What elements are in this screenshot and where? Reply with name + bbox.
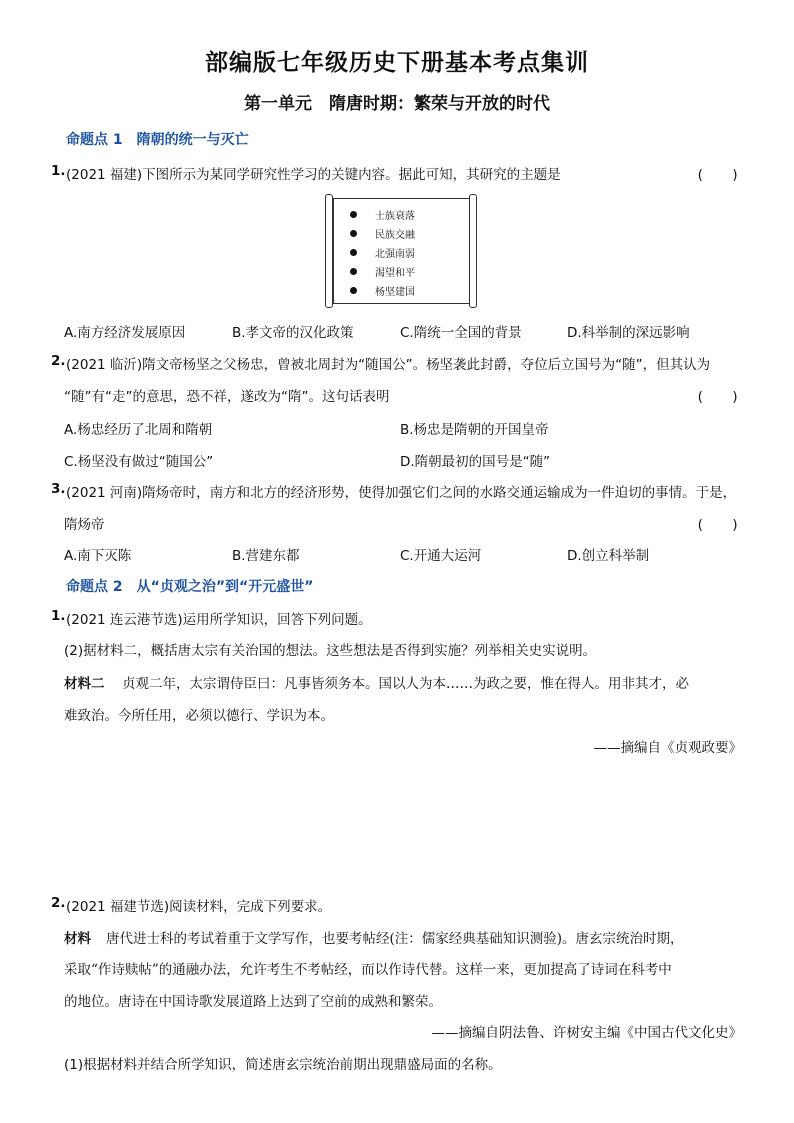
figure-item: 民族交融 [350,226,415,241]
question-number: 1. [51,608,66,624]
option-d[interactable]: D.创立科举制 [567,548,650,564]
figure-item: 士族衰落 [350,207,415,222]
material-text: 贞观二年，太宗谓侍臣曰：凡事皆须务本。国以人为本……为政之要，惟在得人。用非其才，必 [122,676,689,692]
question-stem: (2021 连云港节选)运用所学知识，回答下列问题。 [66,612,372,628]
scroll-right-roll [469,194,477,308]
question-number: 3. [51,481,66,497]
section-heading-2: 命题点 2 从“贞观之治”到“开元盛世” [66,579,314,595]
figure-item: 杨坚建国 [350,283,415,298]
page-title: 部编版七年级历史下册基本考点集训 [205,50,589,76]
question-number: 2. [51,353,66,369]
sub-question: (2)据材料二，概括唐太宗有关治国的想法。这些想法是否得到实施？列举相关史实说明。 [64,643,597,659]
question-stem: (2021 河南)隋炀帝时，南方和北方的经济形势，使得加强它们之间的水路交通运输成为一件迫切的事情。于是， [66,485,737,501]
material-text: 的地位。唐诗在中国诗歌发展道路上达到了空前的成熟和繁荣。 [64,994,442,1010]
section-heading-1: 命题点 1 隋朝的统一与灭亡 [66,132,249,148]
material-text: 唐代进士科的考试着重于文学写作，也要考帖经(注：儒家经典基础知识测验)。唐玄宗统治时期， [106,931,684,947]
option-c[interactable]: C.杨坚没有做过“随国公” [64,454,214,470]
question-stem-cont: 隋炀帝 [64,517,105,533]
option-b[interactable]: B.营建东都 [232,548,300,564]
sub-question: (1)根据材料并结合所学知识，简述唐玄宗统治前期出现鼎盛局面的名称。 [64,1057,502,1073]
bullet-icon [350,249,357,256]
material-text: 难致治。今所任用，必须以德行、学识为本。 [64,708,334,724]
option-d[interactable]: D.隋朝最初的国号是“随” [400,454,551,470]
option-b[interactable]: B.杨忠是隋朝的开国皇帝 [400,422,549,438]
bullet-icon [350,268,357,275]
question-stem: (2021 福建节选)阅读材料，完成下列要求。 [66,899,332,915]
material-label: 材料 [64,931,91,947]
option-a[interactable]: A.杨忠经历了北周和隋朝 [64,422,213,438]
answer-paren: ( ) [696,517,740,533]
option-a[interactable]: A.南方经济发展原因 [64,325,186,341]
material-label: 材料二 [64,676,105,692]
option-b[interactable]: B.孝文帝的汉化政策 [232,325,354,341]
answer-paren: ( ) [696,389,740,405]
unit-subtitle: 第一单元 隋唐时期：繁荣与开放的时代 [244,94,550,114]
figure-item: 渴望和平 [350,264,415,279]
material-text: 采取“作诗赎帖”的通融办法，允许考生不考帖经，而以作诗代替。这样一来，更加提高了诗词在科考中 [64,962,672,978]
material-source: ——摘编自《贞观政要》 [593,740,742,756]
question-number: 2. [51,895,66,911]
answer-paren: ( ) [696,167,740,183]
scroll-figure [333,198,471,304]
material-source: ——摘编自阴法鲁、许树安主编《中国古代文化史》 [431,1025,742,1041]
option-a[interactable]: A.南下灭陈 [64,548,132,564]
scroll-left-roll [325,194,333,308]
option-c[interactable]: C.开通大运河 [400,548,482,564]
option-d[interactable]: D.科举制的深远影响 [567,325,690,341]
bullet-icon [350,230,357,237]
figure-item: 北强南弱 [350,245,415,260]
bullet-icon [350,211,357,218]
question-stem: (2021 临沂)隋文帝杨坚之父杨忠，曾被北周封为“随国公”。杨坚袭此封爵，夺位后立国号为“随”，但其认为 [66,357,711,373]
question-number: 1. [51,163,66,179]
option-c[interactable]: C.隋统一全国的背景 [400,325,522,341]
question-stem-cont: “随”有“走”的意思，恐不祥，遂改为“隋”。这句话表明 [64,389,390,405]
question-stem: (2021 福建)下图所示为某同学研究性学习的关键内容。据此可知，其研究的主题是 [66,167,561,183]
bullet-icon [350,287,357,294]
